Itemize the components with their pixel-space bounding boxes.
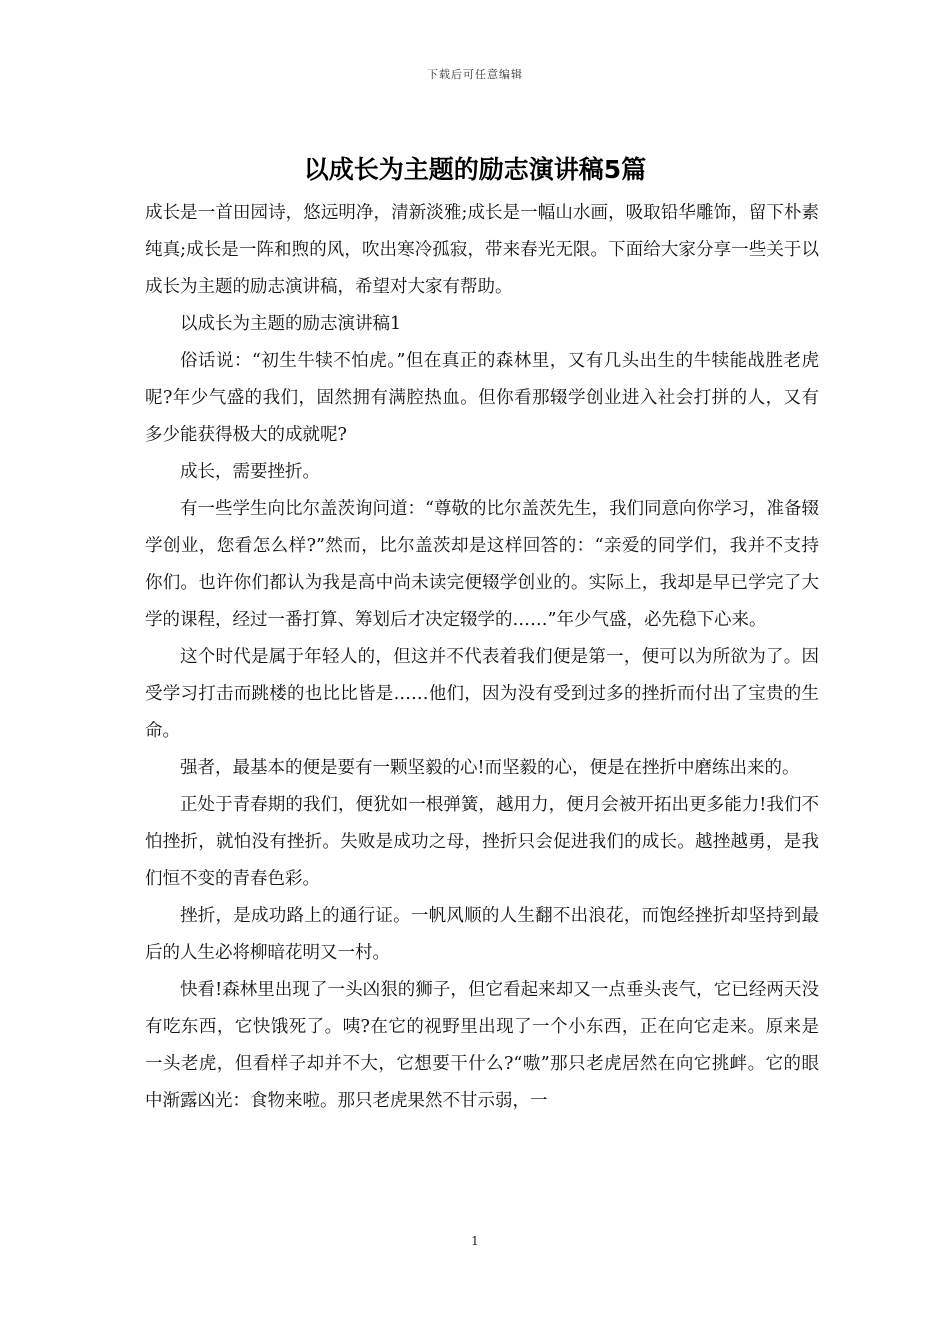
header-note: 下载后可任意编辑 (427, 68, 523, 81)
body-paragraph: 正处于青春期的我们，便犹如一根弹簧，越用力，便月会被开拓出更多能力!我们不怕挫折，就怕没有挫折。失败是成功之母，挫折只会促进我们的成长。越挫越勇，是我们恒不变的青春色彩。 (145, 795, 819, 889)
section-heading: 以成长为主题的励志演讲稿1 (180, 314, 402, 334)
intro-paragraph: 成长是一首田园诗，悠远明净，清新淡雅;成长是一幅山水画，吸取铅华雕饰，留下朴素纯真;成长是一阵和煦的风，吹出寒冷孤寂，带来春光无限。下面给大家分享一些关于以成长为主题的励志演讲稿，希望对大家有帮助。 (145, 203, 819, 297)
body-paragraph: 有一些学生向比尔盖茨询问道：“尊敬的比尔盖茨先生，我们同意向你学习，准备辍学创业，您看怎么样?”然而，比尔盖茨却是这样回答的：“亲爱的同学们，我并不支持你们。也许你们都认为我是高中尚未读完便辍学创业的。实际上，我却是早已学完了大学的课程，经过一番打算、筹划后才决定辍学的……”年少气盛，必先稳下心来。 (145, 499, 819, 630)
body-paragraph: 这个时代是属于年轻人的，但这并不代表着我们便是第一，便可以为所欲为了。因受学习打击而跳楼的也比比皆是……他们，因为没有受到过多的挫折而付出了宝贵的生命。 (145, 647, 819, 741)
document-body (145, 195, 819, 1120)
document-title: 以成长为主题的励志演讲稿5篇 (303, 155, 647, 184)
page-number: 1 (471, 1234, 479, 1248)
body-paragraph: 成长，需要挫折。 (180, 462, 320, 482)
body-paragraph: 快看!森林里出现了一头凶狠的狮子，但它看起来却又一点垂头丧气，它已经两天没有吃东西，它快饿死了。咦?在它的视野里出现了一个小东西，正在向它走来。原来是一头老虎，但看样子却并不大，它想要干什么?“嗷”那只老虎居然在向它挑衅。它的眼中渐露凶光：食物来啦。那只老虎果然不甘示弱，一 (145, 980, 819, 1111)
body-paragraph: 强者，最基本的便是要有一颗坚毅的心!而坚毅的心，便是在挫折中磨练出来的。 (180, 758, 800, 778)
body-paragraph: 挫折，是成功路上的通行证。一帆风顺的人生翻不出浪花，而饱经挫折却坚持到最后的人生必将柳暗花明又一村。 (145, 906, 819, 963)
body-paragraph: 俗话说：“初生牛犊不怕虎。”但在真正的森林里，又有几头出生的牛犊能战胜老虎呢?年少气盛的我们，固然拥有满腔热血。但你看那辍学创业进入社会打拼的人，又有多少能获得极大的成就呢? (145, 351, 819, 445)
